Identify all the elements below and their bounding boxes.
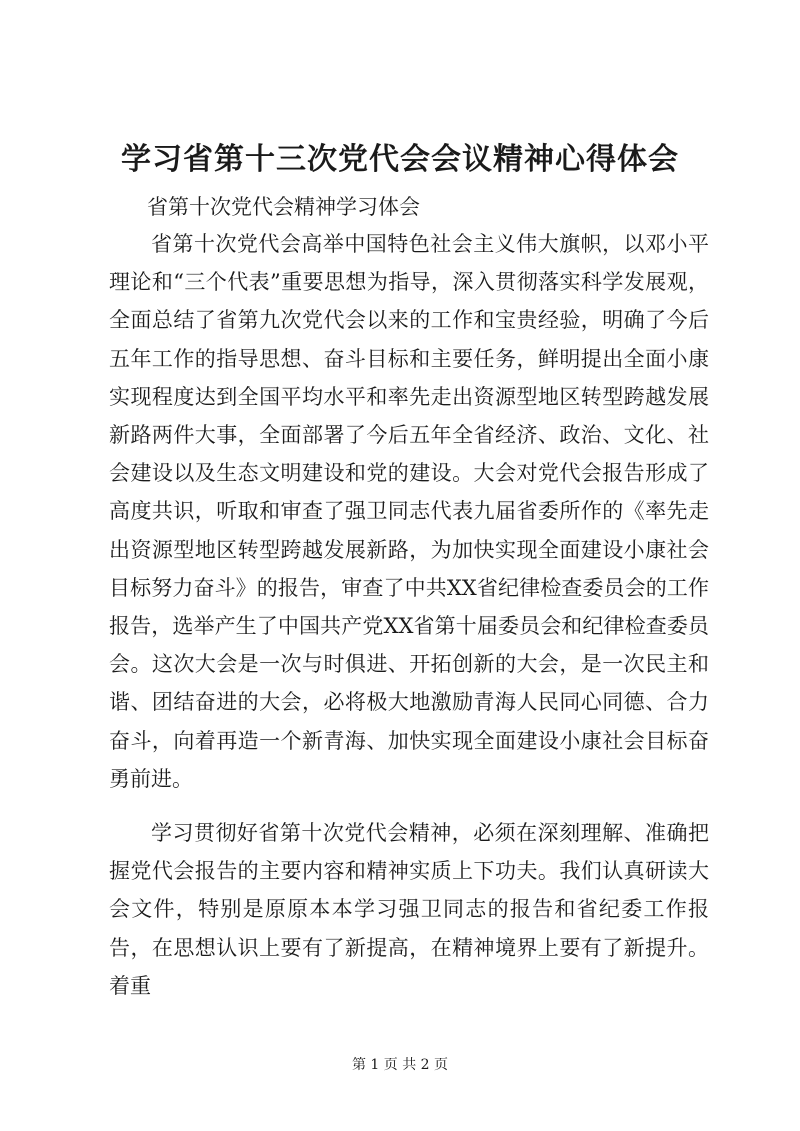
- paragraph-1: 省第十次党代会高举中国特色社会主义伟大旗帜，以邓小平理论和“三个代表”重要思想为指导，深入贯彻落实科学发展观，全面总结了省第九次党代会以来的工作和宝贵经验，明确了今后五年工作的指导思想、奋斗目标和主要任务，鲜明提出全面小康实现程度达到全国平均水平和率先走出资源型地区转型跨越发展新路两件大事，全面部署了今后五年全省经济、政治、文化、社会建设以及生态文明建设和党的建设。大会对党代会报告形成了高度共识，听取和审查了强卫同志代表九届省委所作的《率先走出资源型地区转型跨越发展新路，为加快实现全面建设小康社会目标努力奋斗》的报告，审查了中共XX省纪律检查委员会的工作报告，选举产生了中国共产党XX省第十届委员会和纪律检查委员会。这次大会是一次与时俱进、开拓创新的大会，是一次民主和谐、团结奋进的大会，必将极大地激励青海人民同心同德、合力奋斗，向着再造一个新青海、加快实现全面建设小康社会目标奋勇前进。: [109, 232, 709, 791]
- document-title: 学习省第十三次党代会会议精神心得体会: [121, 142, 679, 177]
- page-footer: 第 1 页 共 2 页: [351, 1057, 449, 1073]
- document-subtitle: 省第十次党代会精神学习体会: [147, 195, 420, 219]
- paragraph-2: 学习贯彻好省第十次党代会精神，必须在深刻理解、准确把握党代会报告的主要内容和精神实质上下功夫。我们认真研读大会文件，特别是原原本本学习强卫同志的报告和省纪委工作报告，在思想认识上要有了新提高，在精神境界上要有了新提升。着重: [109, 821, 709, 998]
